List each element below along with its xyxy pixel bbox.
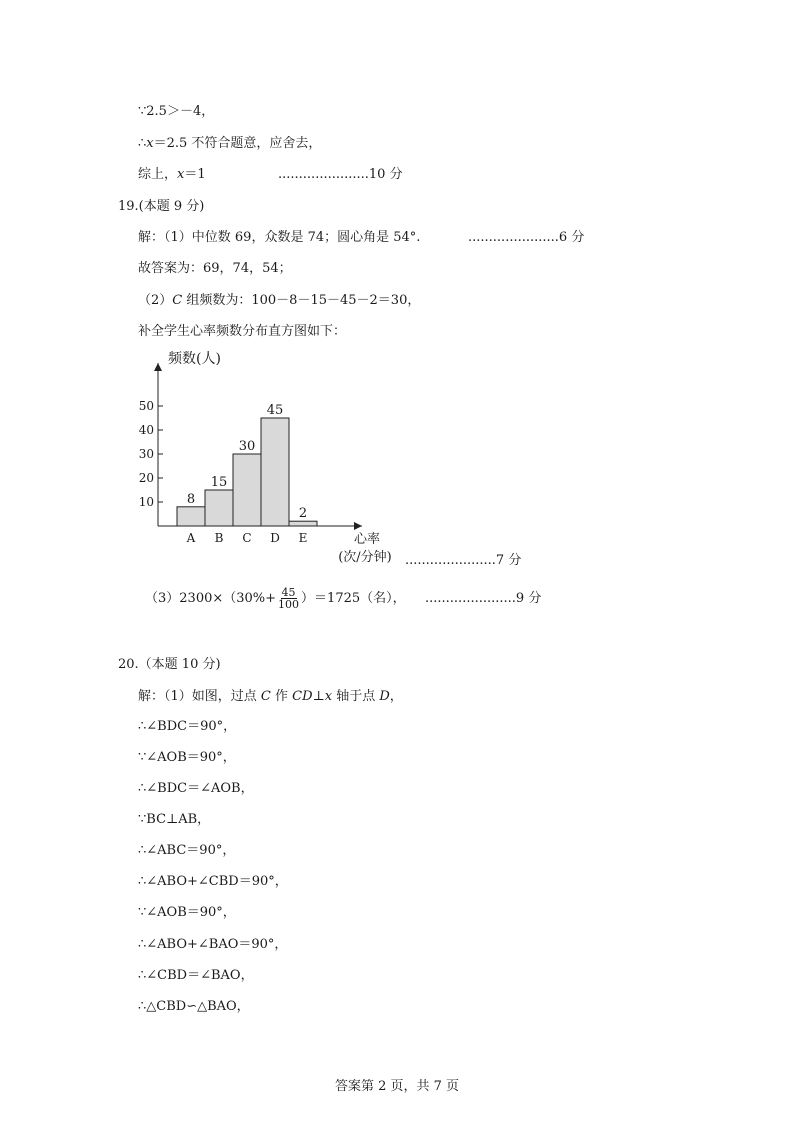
score-9: ......................9 分 [425,591,542,606]
bar-value-label: 15 [210,475,228,490]
proof-step-10: ∴△CBD∽△BAO， [138,999,250,1014]
score-6: ......................6 分 [468,230,585,245]
q19-part2: （2）C 组频数为：100－8－15－45－2＝30， [138,293,421,308]
proof-step-1: ∴∠BDC＝90°， [138,719,237,734]
x-axis-unit: (次/分钟) [338,550,392,565]
bar-C [233,454,261,526]
category-label: C [242,531,252,545]
q20-part1: 解：（1）如图，过点 C 作 CD⊥x 轴于点 D， [138,689,403,704]
x-axis-arrow [354,522,362,530]
y-tick-label: 10 [138,495,154,509]
score-7: ......................7 分 [405,553,522,568]
bar-value-label: 45 [266,403,284,418]
y-axis-arrow [154,363,162,371]
category-label: B [214,531,224,545]
proof-step-6: ∴∠ABO+∠CBD＝90°， [138,874,288,889]
y-axis-label: 频数(人) [168,351,221,367]
line-discard: ∴x＝2.5 不符合题意，应舍去， [138,136,322,151]
line-compare: ∵2.5＞－4， [138,104,215,119]
proof-step-8: ∴∠ABO+∠BAO＝90°， [138,937,288,952]
proof-step-4: ∵BC⊥AB， [138,812,211,827]
x-axis-label: 心率 [353,532,381,547]
line-conclusion: 综上，x＝1 [138,167,206,182]
bar-B [205,490,233,526]
bar-D [261,418,289,526]
q19-answer: 故答案为：69，74，54； [138,261,292,276]
question-20-header: 20.（本题 10 分) [118,657,221,672]
q19-part3: （3）2300×（30%+ $\frac{45}{100}$ ）＝1725（名）， [145,586,406,611]
category-label: E [298,531,308,545]
fraction: $\frac{45}{100}$ [278,586,300,611]
bar-value-label: 30 [238,439,256,454]
bar-value-label: 8 [186,491,196,507]
category-label: D [270,531,280,545]
y-tick-label: 40 [138,423,154,437]
y-tick-label: 20 [138,471,154,485]
y-tick-label: 30 [138,447,154,461]
proof-step-9: ∴∠CBD＝∠BAO， [138,968,254,983]
proof-step-3: ∴∠BDC＝∠AOB， [138,781,254,796]
bar-value-label: 2 [298,506,308,522]
proof-step-2: ∵∠AOB＝90°， [138,750,236,765]
score-10: ......................10 分 [278,167,403,182]
q19-histogram-intro: 补全学生心率频数分布直方图如下： [138,324,347,339]
heart-rate-histogram [130,345,420,570]
bar-A [177,507,205,526]
question-19-header: 19.(本题 9 分) [118,199,205,214]
bar-E [289,521,317,526]
y-tick-label: 50 [138,399,154,413]
q19-part1: 解：（1）中位数 69，众数是 74；圆心角是 54°. [138,230,421,245]
proof-step-7: ∵∠AOB＝90°， [138,905,236,920]
category-label: A [186,531,196,545]
proof-step-5: ∴∠ABC＝90°， [138,843,236,858]
page-footer: 答案第 2 页，共 7 页 [334,1079,460,1094]
